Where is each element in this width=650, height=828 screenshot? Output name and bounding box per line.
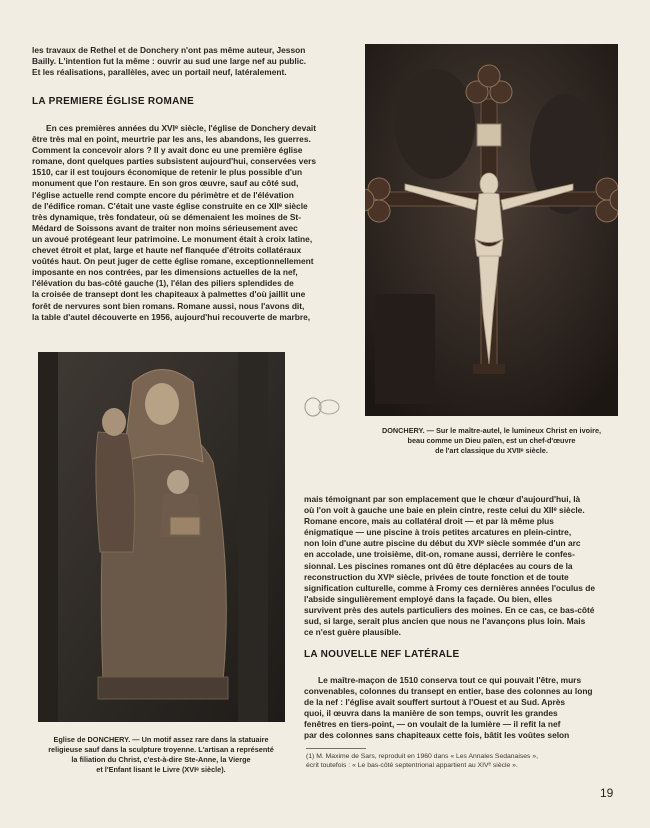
caption-line: la filiation du Christ, c'est-à-dire Ste-Anne, la Vierge — [71, 755, 251, 764]
text-line: 1510, car il est toujours économique de retenir le plus possible d'un — [32, 167, 303, 178]
section-heading-romane: LA PREMIERE ÉGLISE ROMANE — [32, 96, 195, 107]
page-number: 19 — [600, 786, 614, 800]
text-line: Médard de Soissons avant de traiter non moins sérieusement avec — [32, 222, 298, 233]
statue-photo — [38, 352, 285, 722]
text-line: énigmatique — une piscine à trois petites arcatures en plein-cintre, — [304, 527, 572, 538]
text-line: Bailly. L'intention fut la même : ouvrir au sud une large nef au public. — [32, 56, 307, 67]
caption-line: religieuse sauf dans la sculpture troyenne. L'artisan a représenté — [48, 745, 274, 754]
caption-line: beau comme un Dieu païen, est un chef-d'œuvre — [407, 436, 576, 445]
text-line: un avoué protégeant leur patrimoine. Le monument était à croix latine, — [32, 233, 313, 244]
footnote-line: (1) M. Maxime de Sars, reproduit en 1960 dans « Les Annales Sedanaises », — [306, 753, 538, 760]
text-line: Romane encore, mais au collatéral droit — et par là même plus — [304, 516, 554, 527]
text-line: fenêtres en tiers-point, — on voulait de la lumière — il refit la nef — [304, 719, 561, 730]
crucifix-caption — [352, 426, 631, 456]
text-line: survivent près des autels particuliers des moines. En ce cas, ce bas-côté — [304, 604, 595, 615]
text-line: en accolade, une troisième, dit-on, romane aussi, derrière le confes- — [304, 549, 575, 560]
text-line: être très mal en point, meurtrie par les ans, les abandons, les guerres. — [32, 134, 311, 145]
section1-paragraph — [32, 123, 324, 323]
text-line: imposante en nos contrées, par les dimensions actuelles de la nef, — [32, 267, 298, 278]
section1-continuation — [304, 494, 618, 638]
text-line: par des colonnes sans chapiteaux cette fois, bâtit les voûtes selon — [304, 730, 570, 741]
text-line: En ces premières années du XVIᵉ siècle, l'église de Donchery devait — [46, 123, 317, 133]
text-line: la croisée de transept dont les chapiteaux à palmettes d'où jaillit une — [32, 289, 306, 300]
text-line: de l'édifice roman. C'était une vaste église construite en ce XIIᵉ siècle — [32, 200, 308, 211]
footnote-divider — [306, 748, 366, 749]
text-line: chevet étroit et plat, large et haute nef flanquée d'étroits collatéraux — [32, 245, 302, 256]
statue-illustration — [38, 352, 285, 722]
text-line: Le maître-maçon de 1510 conserva tout ce qui pouvait l'être, murs — [318, 675, 582, 685]
library-stamp — [303, 396, 343, 423]
caption-line: de l'art classique du XVIIᵉ siècle. — [435, 446, 548, 455]
text-line: mais témoignant par son emplacement que le chœur d'aujourd'hui, là — [304, 494, 581, 504]
text-line: la table d'autel découverte en 1956, aujourd'hui recouverte de marbre, — [32, 311, 311, 322]
text-line: reconstruction du XVIᵉ siècle, privées de toute fonction et de toute — [304, 571, 569, 582]
text-line: sud, si large, serait plus ancien que nous ne l'avançons plus loin. Mais — [304, 616, 586, 627]
text-line: où l'on voit à gauche une baie en plein cintre, reste celui du XIIᵉ siècle. — [304, 505, 585, 516]
text-line: forêt de nervures sont bien romans. Romane aussi, nous l'avons dit, — [32, 300, 305, 311]
section2-paragraph — [304, 675, 618, 742]
text-line: les travaux de Rethel et de Donchery n'ont pas même auteur, Jesson — [32, 45, 306, 55]
statue-caption — [22, 735, 300, 775]
footnote — [306, 752, 624, 771]
text-line: ce n'est guère plausible. — [304, 627, 401, 638]
text-line: l'élévation du bas-côté gauche (1), l'élan des piliers splendides de — [32, 278, 294, 289]
text-line: signification culturelle, comme à Fromy ces dernières années l'oculus de — [304, 582, 596, 593]
text-line: romane, dont quelques parties subsistent aujourd'hui, conservées vers — [32, 156, 317, 167]
text-line: l'église actuelle rend compte encore du périmètre et de l'élévation — [32, 189, 294, 200]
crucifix-illustration — [365, 44, 618, 416]
text-line: sionnal. Les piscines romanes ont dû être déplacées au cours de la — [304, 560, 573, 571]
intro-paragraph — [32, 45, 324, 78]
text-line: non loin d'une autre piscine du début du XVIᵉ siècle sommée d'un arc — [304, 538, 581, 549]
footnote-line: écrit toutefois : « Le bas-côté septentrional appartient au XIVᵉ siècle ». — [306, 762, 518, 770]
text-line: convenables, colonnes du transept en entier, base des colonnes au long — [304, 686, 593, 697]
caption-line: DONCHERY. — Sur le maître-autel, le lumineux Christ en ivoire, — [381, 426, 602, 435]
caption-line: et l'Enfant lisant le Livre (XVIᵉ siècle). — [96, 765, 226, 774]
section-heading-nef: LA NOUVELLE NEF LATÉRALE — [304, 649, 460, 660]
text-line: Et les réalisations, parallèles, avec un portail neuf, latéralement. — [32, 67, 287, 78]
crucifix-photo — [365, 44, 618, 416]
text-line: de la nef : l'église avait souffert surtout à l'Ouest et au Sud. Après — [304, 697, 566, 708]
text-line: l'abside singulièrement employé dans la façade. Ou bien, elles — [304, 593, 553, 604]
caption-line: Eglise de DONCHERY. — Un motif assez rare dans la statuaire — [53, 735, 269, 744]
stamp-icon — [303, 396, 343, 418]
text-line: voûtés haut. On peut juger de cette église romane, exceptionnellement — [32, 256, 314, 267]
text-line: Comment la concevoir alors ? Il y avait donc eu une première église — [32, 145, 303, 156]
text-line: monument que l'on restaure. En son gros œuvre, sauf au côté sud, — [32, 178, 299, 189]
text-line: quoi, il œuvra dans la manière de son temps, ouvrit les grandes — [304, 708, 558, 719]
text-line: très dynamique, très fondateur, où se démenaient les moines de St- — [32, 211, 302, 222]
